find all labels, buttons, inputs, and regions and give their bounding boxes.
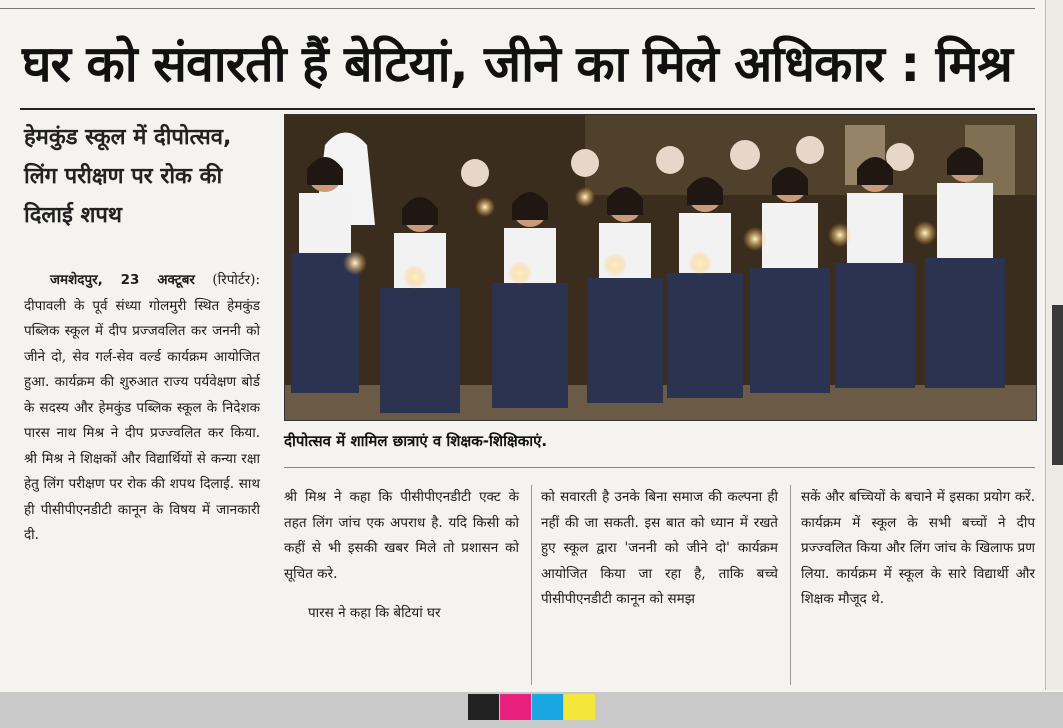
kicker-subheadline: हेमकुंड स्कूल में दीपोत्सव, लिंग परीक्षण पर रोक की दिलाई शपथ bbox=[24, 125, 232, 228]
register-mark-color-bar bbox=[500, 694, 531, 720]
column-1-text: (रिपोर्टर): दीपावली के पूर्व संध्या गोलमुरी स्थित हेमकुंड पब्लिक स्कूल में दीप प्रज्जवलित कर जननी को जीने दो, सेव गर्ल-सेव वर्ल्ड कार्यक्रम आयोजित हुआ. कार्यक्रम की शुरुआत राज्य पर्यवेक्षण बोर्ड के सदस्य और हेमकुंड पब्लिक स्कूल के निदेशक पारस नाथ मिश्र ने दीप प्रज्ज्वलित कर किया. श्री मिश्र ने शिक्षकों और विद्यार्थियों से कन्या रक्षा हेतु लिंग परीक्षण पर रोक की शपथ दिलाई. साथ ही पीसीपीएनडीटी कानून के विषय में जानकारी दी. bbox=[24, 272, 260, 543]
dateline: जमशेदपुर, 23 अक्टूबर bbox=[50, 272, 195, 288]
article-column-2 bbox=[284, 485, 519, 627]
photo-illustration bbox=[285, 115, 1036, 420]
column-divider bbox=[790, 485, 791, 685]
column-divider bbox=[531, 485, 532, 685]
register-mark-color-bar bbox=[564, 694, 595, 720]
headline-rule bbox=[20, 108, 1035, 110]
adjacent-photo-edge bbox=[1052, 305, 1063, 465]
register-mark-color-bar bbox=[468, 694, 499, 720]
adjacent-page-edge bbox=[1045, 0, 1063, 690]
column-2-paragraph-1: श्री मिश्र ने कहा कि पीसीपीएनडीटी एक्ट के तहत लिंग जांच एक अपराध है. यदि किसी को कहीं से भी इसकी खबर मिले तो प्रशासन को सूचित करे. bbox=[284, 489, 519, 582]
top-rule bbox=[0, 8, 1035, 9]
photo-caption: दीपोत्सव में शामिल छात्राएं व शिक्षक-शिक्षिकाएं. bbox=[284, 432, 548, 450]
column-2-paragraph-2: पारस ने कहा कि बेटियां घर bbox=[308, 605, 441, 621]
headline: घर को संवारती हैं बेटियां, जीने का मिले अधिकार : मिश्र bbox=[22, 35, 1012, 93]
article-column-3: को सवारती है उनके बिना समाज की कल्पना ही नहीं की जा सकती. इस बात को ध्यान में रखते हुए स्कूल द्वारा 'जननी को जीने दो' कार्यक्रम आयोजित किया जा रहा है, ताकि बच्चे पीसीपीएनडीटी कानून को समझ bbox=[541, 489, 778, 607]
caption-rule bbox=[284, 467, 1035, 468]
article-column-1 bbox=[24, 268, 260, 549]
news-photo bbox=[284, 114, 1037, 421]
article-column-4: सकें और बच्चियों के बचाने में इसका प्रयोग करें. कार्यक्रम में स्कूल के सभी बच्चों ने दीप प्रज्ज्वलित किया और लिंग जांच के खिलाफ प्रण लिया. कार्यक्रम में स्कूल के सारे विद्यार्थी और शिक्षक मौजूद थे. bbox=[801, 489, 1035, 607]
register-mark-color-bar bbox=[532, 694, 563, 720]
